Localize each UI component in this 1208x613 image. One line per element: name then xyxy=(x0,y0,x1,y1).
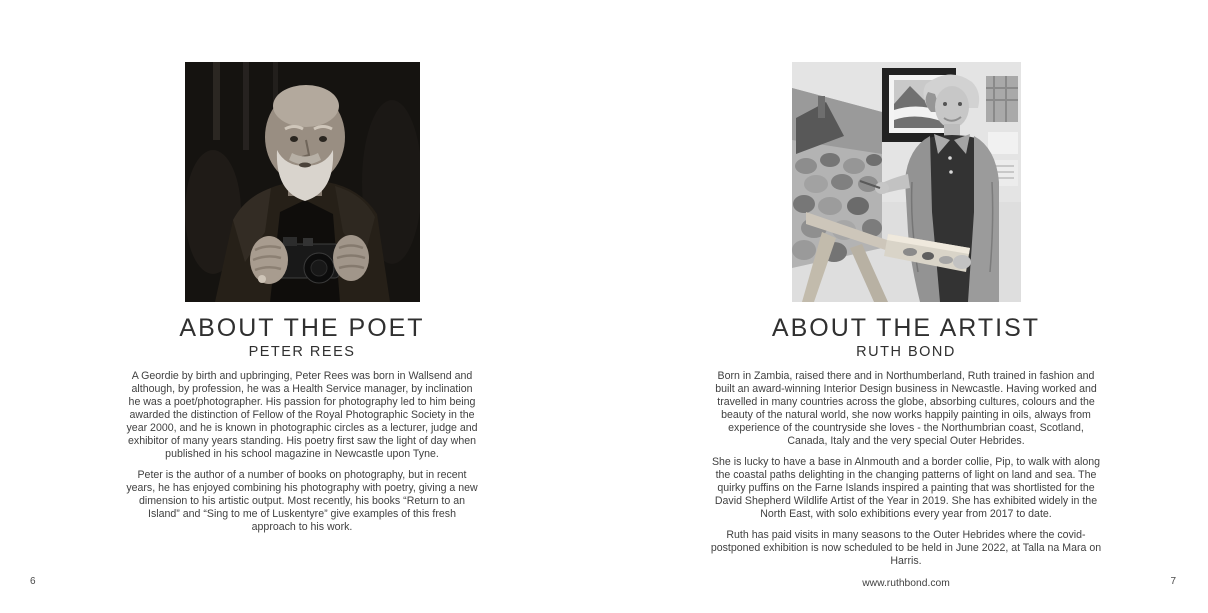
ruth-bond-studio-illustration xyxy=(792,62,1021,302)
ruth-bond-photo xyxy=(792,62,1021,302)
poet-bio-paragraph-2: Peter is the author of a number of books on photography, but in recent years, he has enjoyed combining his photography with poetry, giving a new dimension to his artistic output. Most recently, his books “Return to an Island” and “Sing to me of Luskentyre” give examples of this fresh approach to his work. xyxy=(126,469,478,534)
artist-website-url: www.ruthbond.com xyxy=(862,578,950,590)
page-subtitle-ruth-bond: RUTH BOND xyxy=(856,344,956,361)
artist-bio-paragraph-3: Ruth has paid visits in many seasons to the Outer Hebrides where the covid-postponed exhibition is now scheduled to be held in June 2022, at Talla na Mara on Harris. xyxy=(710,529,1102,568)
artist-bio-paragraph-1: Born in Zambia, raised there and in Northumberland, Ruth trained in fashion and built an award-winning Interior Design business in Newcastle. Having worked and travelled in many countries across the globe, absorbing cultures, colours and the beauty of the natural world, she now works happily painting in oils, always from experience of the countryside she loves - the Northumbrian coast, Scotland, Canada, Italy and the very special Outer Hebrides. xyxy=(715,370,1097,448)
artist-bio-paragraph-2: She is lucky to have a base in Alnmouth and a border collie, Pip, to walk with along the coastal paths delighting in the changing patterns of light on land and sea. The quirky puffins on the Farne Islands inspired a painting that was shortlisted for the David Shepherd Wildlife Artist of the Year in 2019. She has exhibited widely in the North East, with solo exhibitions every year from 2017 to date. xyxy=(711,456,1101,521)
page-subtitle-peter-rees: PETER REES xyxy=(248,344,356,361)
peter-rees-portrait-illustration xyxy=(185,62,420,302)
page-number-left: 6 xyxy=(30,576,36,587)
page-title-artist: ABOUT THE ARTIST xyxy=(771,314,1041,342)
poet-bio-paragraph-1: A Geordie by birth and upbringing, Peter Rees was born in Wallsend and although, by profession, he was a Health Service manager, by inclination he was a poet/photographer. His passion for photography led to him being awarded the distinction of Fellow of the Royal Photographic Society in the year 2000, and he is known in photographic circles as a lecturer, judge and exhibitor of many years standing. His poetry first saw the light of day when published in his school magazine in Newcastle upon Tyne. xyxy=(126,370,478,461)
peter-rees-photo xyxy=(185,62,420,302)
page-title-poet: ABOUT THE POET xyxy=(179,314,425,342)
page-right xyxy=(604,0,1208,613)
page-number-right: 7 xyxy=(1170,576,1176,587)
